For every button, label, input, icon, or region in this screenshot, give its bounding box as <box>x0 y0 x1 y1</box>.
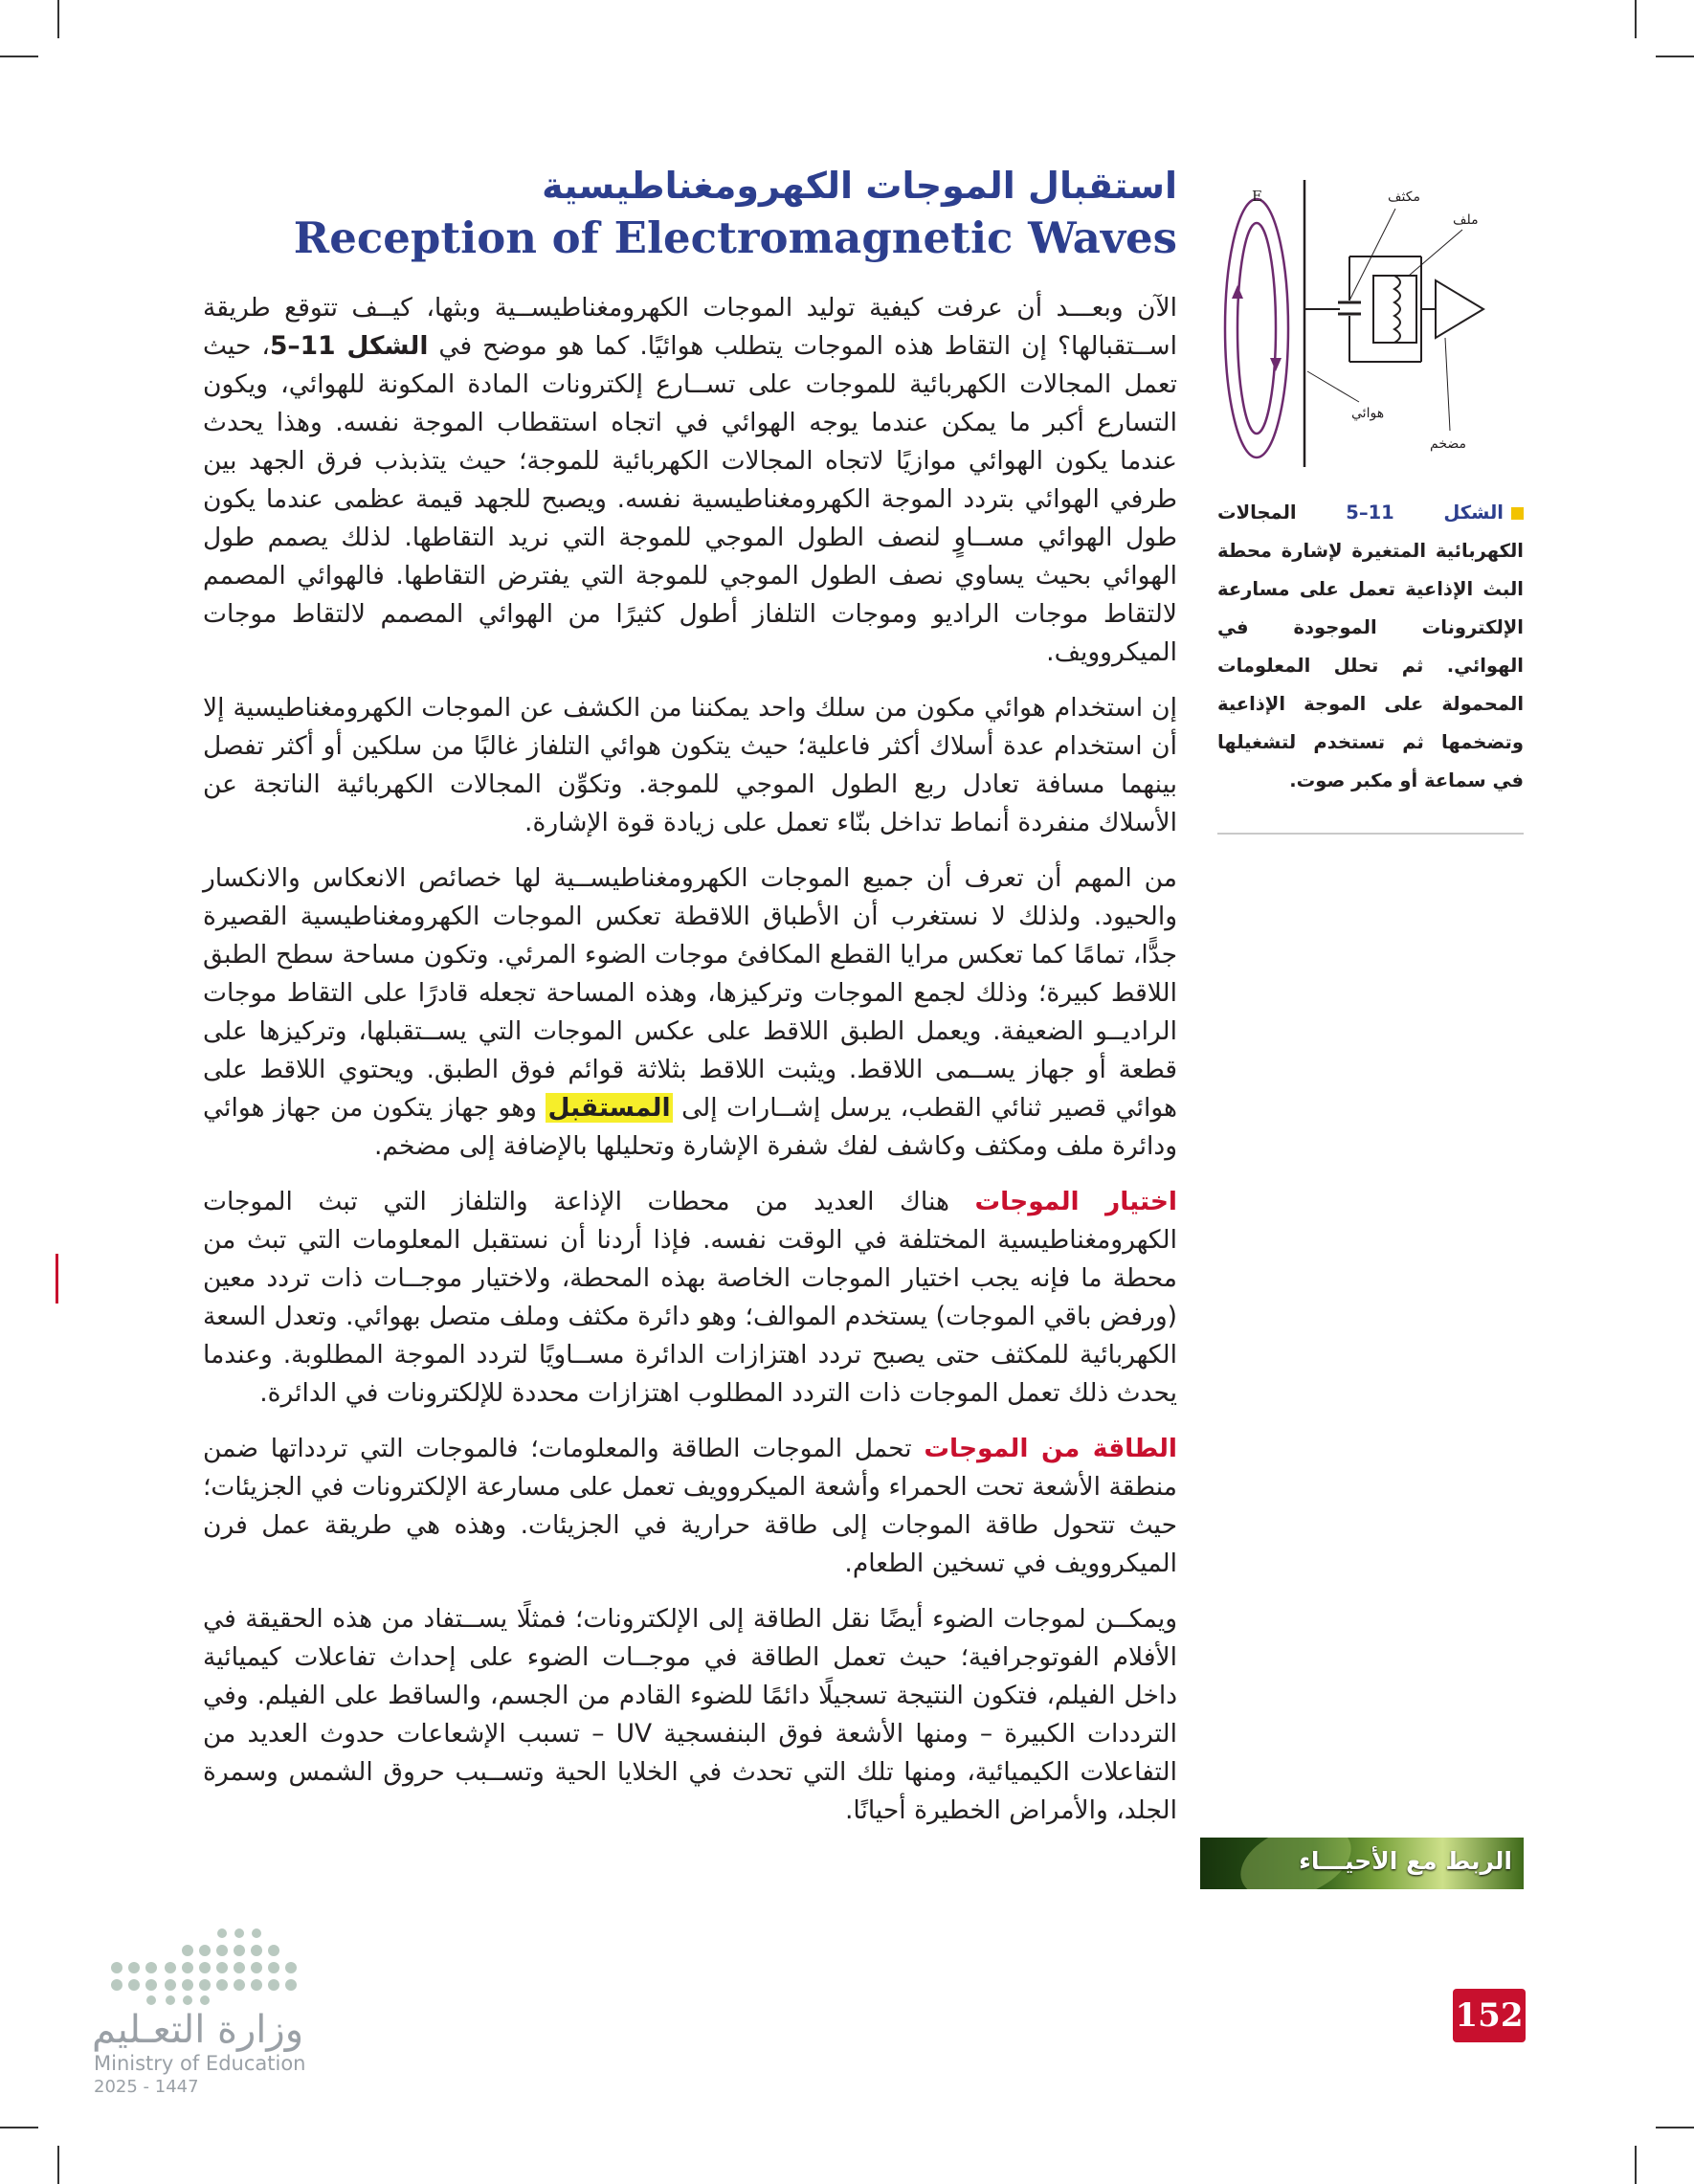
page-number: 152 <box>1453 1989 1526 2042</box>
crop-mark <box>1635 2146 1637 2184</box>
highlighted-term: المستقبل <box>547 1093 671 1123</box>
logo-year: 2025 - 1447 <box>94 2077 199 2097</box>
arrow-up-icon <box>1232 285 1243 299</box>
leader-line <box>1307 371 1359 402</box>
paragraph-heading: الطاقة من الموجات <box>924 1434 1177 1463</box>
paragraph: ويمكــن لموجات الضوء أيضًا نقل الطاقة إلى الإلكترونات؛ فمثلًا يســتفاد من هذه الحقيقة في الأفلام الفوتوجرافية؛ حيث تعمل الطاقة في موجــات الضوء على إحداث تفاعلات كيميائية داخل الفيلم، فتكون النتيجة تسجيلًا دائمًا للضوء القادم من الجسم، والساقط على الفيلم. وفي الترددات الكبيرة – ومنها الأشعة فوق البنفسجية UV – تسبب الإشعاعات حدوث العديد من التفاعلات الكيميائية، ومنها تلك التي تحدث في الخلايا الحية وتســبب حروق الشمس وسمرة الجلد، والأمراض الخطيرة أحيانًا. <box>203 1604 1177 1825</box>
field-loop-outer <box>1225 199 1288 457</box>
paragraph-text: ، حيث تعمل المجالات الكهربائية للموجات على تســارع إلكترونات المادة المكونة للهوائي، ويكون التسارع أكبر ما يمكن عندما يوجه الهوائي في اتجاه استقطاب الموجة نفسه. وهذا يحدث عندما يكون الهوائي موازيًا لاتجاه المجالات الكهربائية للموجة؛ حيث يتذبذب فرق الجهد بين طرفي الهوائي بتردد الموجة الكهرومغناطيسية نفسه. ويصبح للجهد قيمة عظمى عندما يكون طول الهوائي مســاوٍ لنصف الطول الموجي للموجة التي نريد التقاطها. لذلك يصمم طول الهوائي بحيث يساوي نصف الطول الموجي للموجة التي يفترض التقاطها. فالهوائي المصمم لالتقاط موجات الراديو وموجات التلفاز أطول كثيرًا من الهوائي المصمم لالتقاط موجات الميكروويف. <box>203 331 1177 667</box>
amplifier-label: مضخم <box>1430 436 1466 452</box>
paragraph-text: تحمل الموجات الطاقة والمعلومات؛ فالموجات التي تردداتها ضمن منطقة الأشعة تحت الحمراء وأشعة الميكروويف تعمل على مسارعة الإلكترونات في الجزيئات؛ حيث تتحول طاقة الموجات إلى طاقة حرارية في الجزيئات. وهذه هي طريقة عمل فرن الميكروويف في تسخين الطعام. <box>203 1434 1177 1578</box>
ministry-logo <box>88 1914 308 2097</box>
paragraph <box>203 1430 1177 1583</box>
paragraph-text: وهو جهاز يتكون من جهاز هوائي ودائرة ملف ومكثف وكاشف لفك شفرة الإشارة وتحليلها بالإضافة إلى مضخم. <box>203 1093 1177 1161</box>
leader-line <box>1409 230 1462 276</box>
crop-mark <box>57 2146 59 2184</box>
crop-mark <box>57 0 59 38</box>
paragraph <box>203 289 1177 672</box>
paragraph-text: هناك العديد من محطات الإذاعة والتلفاز التي تبث الموجات الكهرومغناطيسية المختلفة في الوقت نفسه. فإذا أردنا أن نستقبل المعلومات التي تبث من محطة ما فإنه يجب اختيار الموجات الخاصة بهذه المحطة، ولاختيار موجــات ذات تردد معين (ورفض باقي الموجات) يستخدم الموالف؛ وهو دائرة مكثف وملف متصل بهوائي. وتعدل السعة الكهربائية للمكثف حتى يصبح تردد اهتزازات الدائرة مســاويًا لتردد الموجة المطلوبة. وعندما يحدث ذلك تعمل الموجات ذات التردد المطلوب اهتزازات محددة للإلكترونات في الدائرة. <box>203 1187 1177 1408</box>
margin-mark <box>56 1254 58 1304</box>
paragraph-heading: اختيار الموجات <box>974 1187 1177 1216</box>
antenna-label: هوائي <box>1351 406 1385 421</box>
logo-arabic-text: وزارة التعـليم <box>92 2008 304 2052</box>
e-field-label: E <box>1252 188 1262 205</box>
biology-connection-banner <box>1200 1838 1524 1889</box>
amplifier-icon <box>1436 280 1483 338</box>
crop-mark <box>1635 0 1637 38</box>
banner-label: الربط مع الأحيـــاء <box>1299 1847 1512 1875</box>
coil-box <box>1373 276 1416 343</box>
body-text <box>203 289 1177 1847</box>
paragraph <box>203 859 1177 1166</box>
crop-mark <box>0 2127 38 2128</box>
paragraph: إن استخدام هوائي مكون من سلك واحد يمكننا من الكشف عن الموجات الكهرومغناطيسية إلا أن استخدام عدة أسلاك أكثر فاعلية؛ حيث يتكون هوائي التلفاز غالبًا من سلكين أو أكثر تفصل بينهما مسافة تعادل ربع الطول الموجي للموجة. وتكوِّن المجالات الكهربائية الناتجة عن الأسلاك منفردة أنماط تداخل بنّاء تعمل على زيادة قوة الإشارة. <box>203 693 1177 837</box>
crop-mark <box>1656 56 1694 57</box>
caption-divider <box>1217 833 1524 835</box>
section-title-arabic: استقبال الموجات الكهرومغناطيسية <box>542 165 1177 207</box>
leader-line <box>1445 338 1450 431</box>
figure-caption <box>1217 494 1524 800</box>
capacitor-label: مكثف <box>1388 189 1420 205</box>
logo-dots-icon <box>88 1914 308 2005</box>
caption-text: المجالات الكهربائية المتغيرة لإشارة محطة البث الإذاعية تعمل على مسارعة الإلكترونات الموجودة في الهوائي. ثم تحلل المعلومات المحمولة على الموجة الإذاعية وتضخمها ثم تستخدم لتشغيلها في سماعة أو مكبر صوت. <box>1217 501 1524 791</box>
crop-mark <box>0 56 38 57</box>
logo-english-text: Ministry of Education <box>94 2052 306 2075</box>
paragraph-text: من المهم أن تعرف أن جميع الموجات الكهرومغناطيســية لها خصائص الانعكاس والانكسار والحيود. ولذلك لا نستغرب أن الأطباق اللاقطة تعكس الموجات الكهرومغناطيسية القصيرة جدًّا، تمامًا كما تعكس مرايا القطع المكافئ موجات الضوء المرئي. وتكون مساحة سطح الطبق اللاقط كبيرة؛ وذلك لجمع الموجات وتركيزها، وهذه المساحة تجعله قادرًا على التقاط موجات الراديــو الضعيفة. ويعمل الطبق اللاقط على عكس الموجات التي يســتقبلها، وتركيزها على قطعة أو جهاز يســمى اللاقط. ويثبت اللاقط بثلاثة قوائم فوق الطبق. ويحتوي اللاقط على هوائي قصير ثنائي القطب، يرسل إشــارات إلى <box>203 863 1177 1123</box>
arrow-down-icon <box>1270 358 1282 371</box>
crop-mark <box>1656 2127 1694 2128</box>
paragraph-text: الآن وبعـــد أن عرفت كيفية توليد الموجات الكهرومغناطيســية وبثها، كيــف تتوقع طريقة اســتقبالها؟ إن التقاط هذه الموجات يتطلب هوائيًا. كما هو موضح في <box>203 293 1177 361</box>
bullet-square-icon <box>1511 507 1524 520</box>
coil-label: ملف <box>1453 212 1479 228</box>
figure-reference: الشكل 11–5 <box>269 331 429 361</box>
caption-figure-label: الشكل 11–5 <box>1346 501 1504 524</box>
field-loop-inner <box>1237 223 1276 434</box>
receiver-circuit-figure <box>1206 180 1531 467</box>
paragraph <box>203 1183 1177 1413</box>
section-title-english: Reception of Electromagnetic Waves <box>293 212 1177 263</box>
